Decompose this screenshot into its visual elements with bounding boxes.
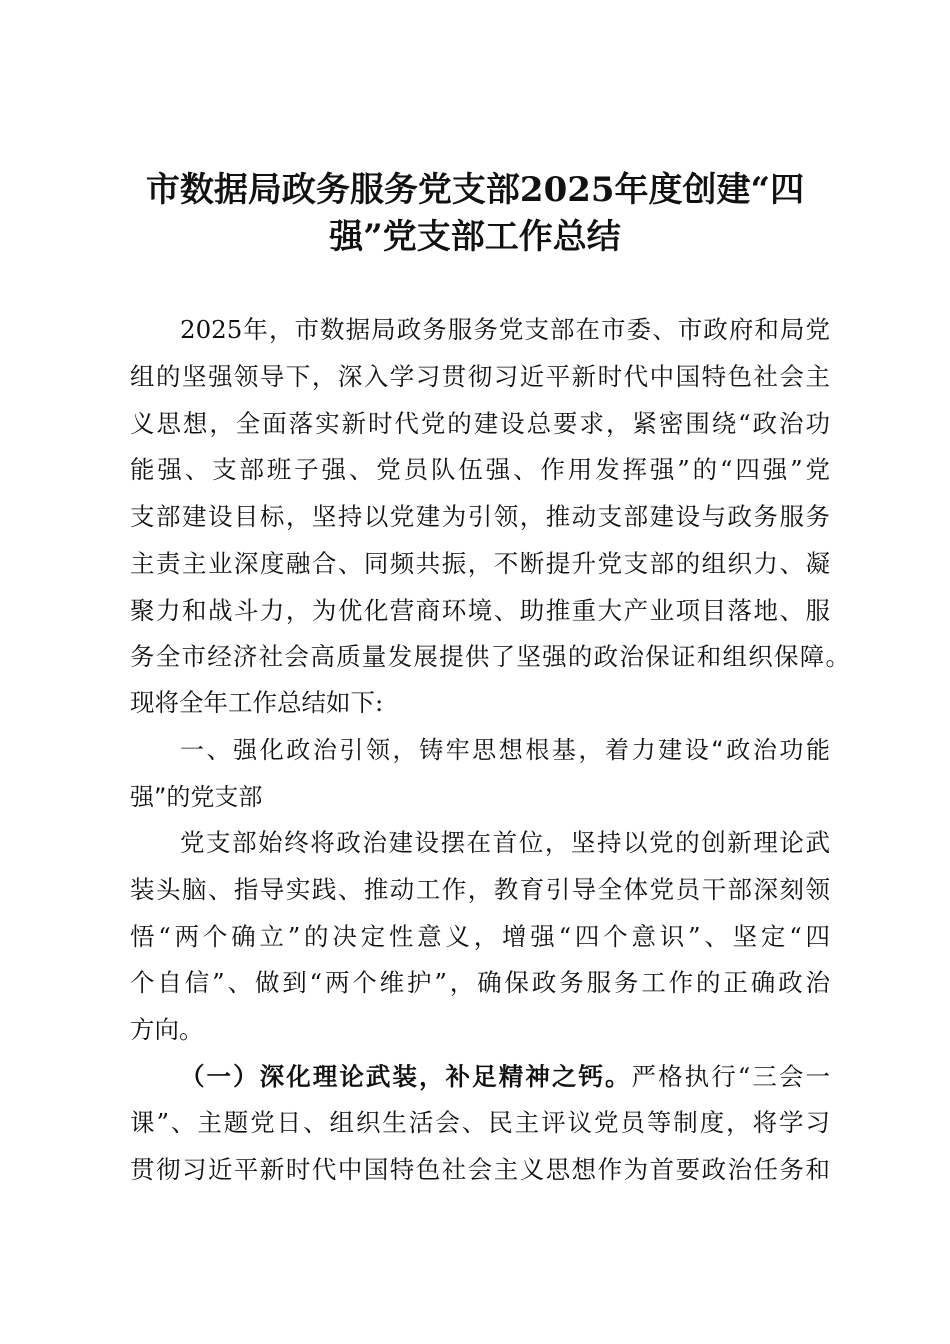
text-line: 义思想，全面落实新时代党的建设总要求，紧密围绕“政治功 (130, 409, 830, 438)
subsection-heading: （一）深化理论武装，补足精神之钙。 (180, 1062, 632, 1091)
text-line: 装头脑、指导实践、推动工作，教育引导全体党员干部深刻领 (130, 875, 830, 904)
text-line: 个自信”、做到“两个维护”，确保政务服务工作的正确政治 (130, 968, 830, 997)
heading-line: 强”的党支部 (130, 783, 263, 811)
text-line: 2025年，市数据局政务服务党支部在市委、市政府和局党 (180, 315, 830, 344)
text-line: 课”、主题党日、组织生活会、民主评议党员等制度，将学习 (130, 1108, 830, 1137)
text-line: 主责主业深度融合、同频共振，不断提升党支部的组织力、凝 (130, 549, 830, 578)
text-line: 方向。 (130, 1015, 204, 1044)
text-line: 悟“两个确立”的决定性意义，增强“四个意识”、坚定“四 (130, 922, 830, 951)
text-line: 能强、支部班子强、党员队伍强、作用发挥强”的“四强”党 (130, 455, 830, 484)
title-line: 强”党支部工作总结 (329, 217, 621, 257)
text-line: 聚力和战斗力，为优化营商环境、助推重大产业项目落地、服 (130, 596, 830, 625)
heading-line: 一、强化政治引领，铸牢思想根基，着力建设“政治功能 (180, 736, 830, 764)
text-span: 严格执行“三会一 (631, 1062, 830, 1091)
text-line: 贯彻习近平新时代中国特色社会主义思想作为首要政治任务和 (130, 1155, 830, 1184)
text-line: 现将全年工作总结如下: (130, 688, 384, 717)
text-line: 组的坚强领导下，深入学习贯彻习近平新时代中国特色社会主 (130, 362, 830, 391)
text-line: 务全市经济社会高质量发展提供了坚强的政治保证和组织保障。 (130, 642, 850, 671)
title-line: 市数据局政务服务党支部2025年度创建“四 (145, 170, 805, 210)
text-line: 党支部始终将政治建设摆在首位，坚持以党的创新理论武 (180, 828, 830, 857)
text-line (180, 1062, 830, 1092)
text-line: 支部建设目标，坚持以党建为引领，推动支部建设与政务服务 (130, 502, 830, 531)
